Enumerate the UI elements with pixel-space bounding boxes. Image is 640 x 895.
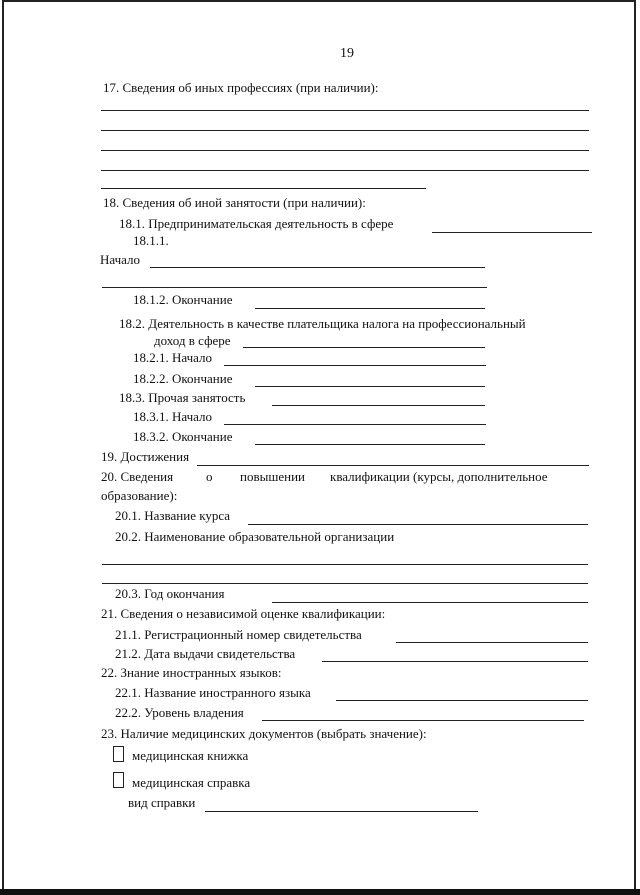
section-18-3-2-label: 18.3.2. Окончание xyxy=(133,429,233,444)
section-18-2-1-label: 18.2.1. Начало xyxy=(133,350,213,365)
field-18-2-1[interactable] xyxy=(224,365,486,366)
field-20-2-line-1[interactable] xyxy=(102,564,588,565)
section-20-word-4: квалификации (курсы, дополнительное xyxy=(330,469,548,484)
field-20-3[interactable] xyxy=(272,602,588,603)
section-18-2-label: 18.2. Деятельность в качестве плательщика налога на профессиональный xyxy=(119,316,526,331)
field-18-1-1-start[interactable] xyxy=(150,267,485,268)
field-20-2-line-2[interactable] xyxy=(102,583,588,584)
field-18-1-2[interactable] xyxy=(255,308,485,309)
section-19-label: 19. Достижения xyxy=(101,449,190,464)
field-18-3-2[interactable] xyxy=(255,444,485,445)
section-18-3-label: 18.3. Прочая занятость xyxy=(119,390,246,405)
section-20-3-label: 20.3. Год окончания xyxy=(115,586,225,601)
section-18-1-1-label: 18.1.1. xyxy=(133,233,169,248)
medical-book-label: медицинская книжка xyxy=(132,748,249,763)
section-18-1-label: 18.1. Предпринимательская деятельность в сфере xyxy=(119,216,394,231)
section-18-3-1-label: 18.3.1. Начало xyxy=(133,409,213,424)
answer-line-17-5[interactable] xyxy=(101,188,426,189)
answer-line-17-1[interactable] xyxy=(101,110,589,111)
section-20-2-label: 20.2. Наименование образовательной организации xyxy=(115,529,395,544)
section-22-1-label: 22.1. Название иностранного языка xyxy=(115,685,311,700)
section-20-word-2: о xyxy=(206,469,213,484)
field-19[interactable] xyxy=(197,465,589,466)
section-20-word-3: повышении xyxy=(240,469,305,484)
section-23-heading: 23. Наличие медицинских документов (выбрать значение): xyxy=(101,726,427,741)
section-20-1-label: 20.1. Название курса xyxy=(115,508,231,523)
field-21-2[interactable] xyxy=(322,661,588,662)
certificate-type-label: вид справки xyxy=(128,795,196,810)
scan-bottom-edge xyxy=(0,889,640,895)
section-18-2-2-label: 18.2.2. Окончание xyxy=(133,371,233,386)
answer-line-17-4[interactable] xyxy=(101,170,589,171)
section-21-heading: 21. Сведения о независимой оценке квалификации: xyxy=(101,606,386,621)
section-18-heading: 18. Сведения об иной занятости (при наличии): xyxy=(103,195,366,210)
field-20-1[interactable] xyxy=(248,524,588,525)
answer-line-17-2[interactable] xyxy=(101,130,589,131)
field-22-2[interactable] xyxy=(262,720,584,721)
field-18-3-1[interactable] xyxy=(224,424,486,425)
section-21-2-label: 21.2. Дата выдачи свидетельства xyxy=(115,646,296,661)
section-20-cont: образование): xyxy=(101,488,178,503)
page-number: 19 xyxy=(340,46,354,61)
field-18-2[interactable] xyxy=(243,347,485,348)
start-label: Начало xyxy=(100,252,141,267)
section-17-heading: 17. Сведения об иных профессиях (при наличии): xyxy=(103,80,379,95)
field-18-2-2[interactable] xyxy=(255,386,485,387)
section-18-2-cont: доход в сфере xyxy=(154,333,231,348)
medical-certificate-label: медицинская справка xyxy=(132,775,251,790)
section-18-1-2-label: 18.1.2. Окончание xyxy=(133,292,233,307)
field-22-1[interactable] xyxy=(336,700,588,701)
field-18-1-1-extra[interactable] xyxy=(102,287,487,288)
medical-book-checkbox[interactable] xyxy=(113,746,124,762)
field-18-3[interactable] xyxy=(272,405,485,406)
section-22-2-label: 22.2. Уровень владения xyxy=(115,705,244,720)
section-21-1-label: 21.1. Регистрационный номер свидетельства xyxy=(115,627,362,642)
field-21-1[interactable] xyxy=(396,642,588,643)
medical-certificate-checkbox[interactable] xyxy=(113,772,124,788)
field-certificate-type[interactable] xyxy=(205,811,478,812)
section-22-heading: 22. Знание иностранных языков: xyxy=(101,665,282,680)
section-20-word-1: 20. Сведения xyxy=(101,469,174,484)
answer-line-17-3[interactable] xyxy=(101,150,589,151)
field-18-1[interactable] xyxy=(432,232,592,233)
document-page xyxy=(2,0,636,895)
